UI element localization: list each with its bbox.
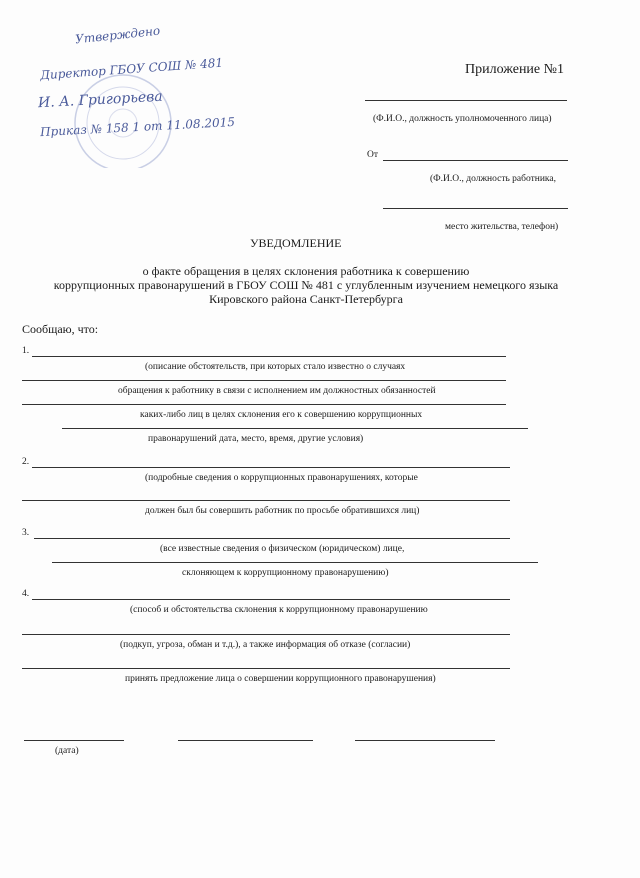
item-4-caption-1: (способ и обстоятельства склонения к коррупционному правонарушению (130, 605, 428, 615)
item-3-line-2 (52, 562, 538, 563)
subtitle-line-3: Кировского района Санкт-Петербурга (209, 292, 403, 306)
item-4-line-1 (32, 599, 510, 600)
item-2-line-2 (22, 500, 510, 501)
employee-caption: (Ф.И.О., должность работника, (430, 174, 556, 184)
item-4-line-2 (22, 634, 510, 635)
subtitle (0, 264, 612, 306)
item-3-caption-1: (все известные сведения о физическом (юридическом) лице, (160, 544, 405, 554)
item-1-line-2 (22, 380, 506, 381)
item-2-line-1 (32, 467, 510, 468)
name-line (355, 740, 495, 741)
item-1-line-4 (62, 428, 528, 429)
date-line (24, 740, 124, 741)
page-title: УВЕДОМЛЕНИЕ (250, 236, 342, 250)
date-caption: (дата) (55, 746, 79, 756)
official-caption: (Ф.И.О., должность уполномоченного лица) (373, 114, 552, 124)
residence-line (383, 208, 568, 209)
item-4-caption-2: (подкуп, угроза, обман и т.д.), а также информация об отказе (согласии) (120, 640, 411, 650)
residence-caption: место жительства, телефон) (445, 222, 559, 232)
subtitle-line-2: коррупционных правонарушений в ГБОУ СОШ № 481 с углубленным изучением немецкого языка (53, 278, 559, 292)
item-4-line-3 (22, 668, 510, 669)
from-label: От (367, 150, 379, 160)
approval-line-1: Утверждено (74, 23, 161, 47)
appendix-label: Приложение №1 (465, 62, 564, 77)
item-4-number: 4. (22, 589, 30, 599)
item-2-caption-2: должен был бы совершить работник по просьбе обратившихся лиц) (145, 506, 420, 516)
official-line (365, 100, 567, 101)
item-4-caption-3: принять предложение лица о совершении коррупционного правонарушения) (125, 674, 436, 684)
item-3-line-1 (34, 538, 510, 539)
item-2-number: 2. (22, 457, 30, 467)
intro-text: Сообщаю, что: (22, 322, 99, 336)
signature-line (178, 740, 313, 741)
item-1-caption-1: (описание обстоятельств, при которых стало известно о случаях (145, 362, 406, 372)
approval-line-4: Приказ № 158 1 от 11.08.2015 (39, 114, 236, 140)
item-1-caption-2: обращения к работнику в связи с исполнением им должностных обязанностей (118, 386, 436, 396)
item-1-caption-4: правонарушений дата, место, время, другие условия) (148, 434, 364, 444)
approval-line-2: Директор ГБОУ СОШ № 481 (39, 55, 224, 83)
item-1-number: 1. (22, 346, 30, 356)
approval-line-3: И. А. Григорьева (37, 88, 164, 112)
item-3-caption-2: склоняющем к коррупционному правонарушению) (182, 568, 389, 578)
item-1-caption-3: каких-либо лиц в целях склонения его к совершению коррупционных (140, 410, 423, 420)
from-line (383, 160, 568, 161)
item-1-line-1 (32, 356, 506, 357)
item-2-caption-1: (подробные сведения о коррупционных правонарушениях, которые (145, 473, 418, 483)
item-1-line-3 (22, 404, 506, 405)
subtitle-line-1: о факте обращения в целях склонения работника к совершению (142, 264, 470, 278)
item-3-number: 3. (22, 528, 30, 538)
